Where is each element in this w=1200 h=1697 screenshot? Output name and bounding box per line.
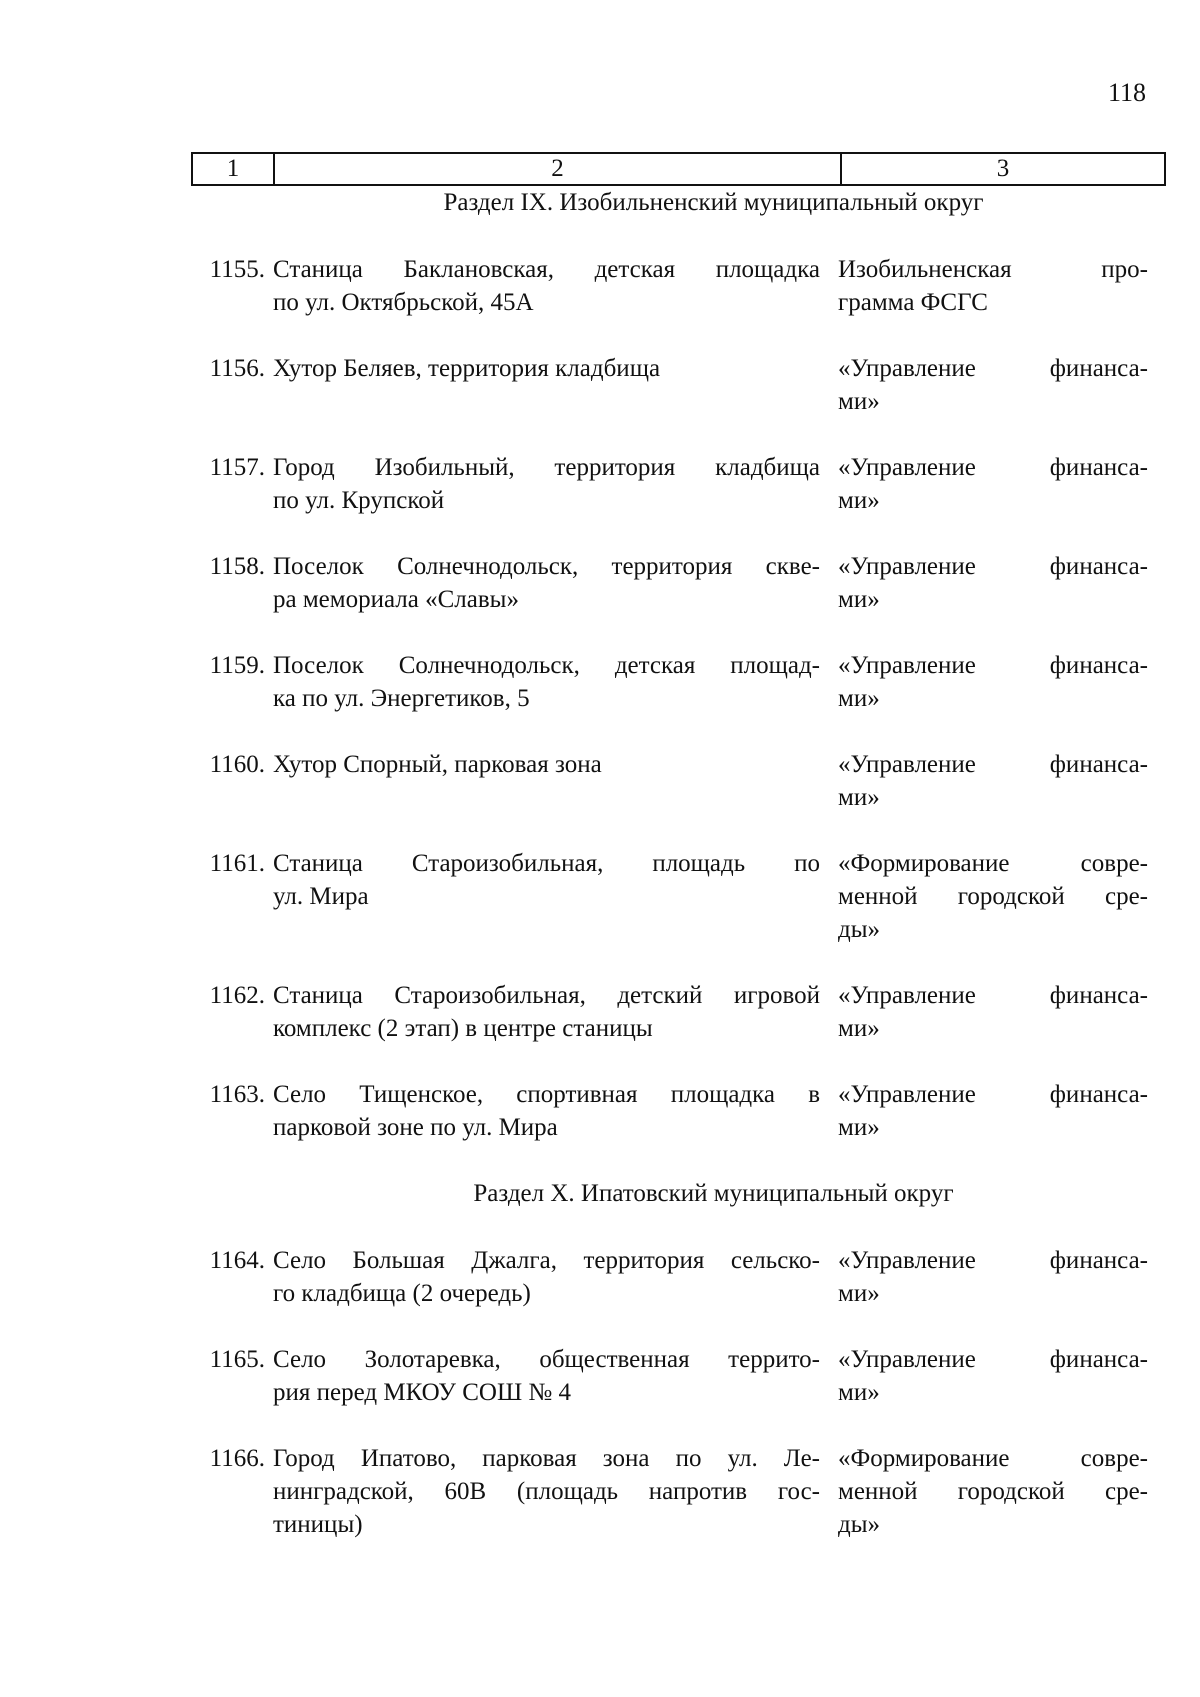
row-number: 1157. xyxy=(209,454,265,481)
section-title: Раздел X. Ипатовский муниципальный округ xyxy=(473,1180,954,1207)
program-line: «Управление финанса- xyxy=(838,553,1148,580)
program-line: «Формирование совре- xyxy=(838,850,1148,877)
table-row xyxy=(191,1442,1166,1541)
table-row xyxy=(191,1244,1166,1310)
program-line: «Управление финанса- xyxy=(838,1247,1148,1274)
row-number: 1162. xyxy=(209,982,265,1009)
program-line: менной городской сре- xyxy=(838,1478,1148,1505)
program-line: Изобильненская про- xyxy=(838,256,1148,283)
table-row xyxy=(191,1343,1166,1409)
description-line: по ул. Крупской xyxy=(273,487,445,514)
row-number: 1164. xyxy=(209,1247,265,1274)
description-line: ра мемориала «Славы» xyxy=(273,586,519,613)
program-line: «Формирование совре- xyxy=(838,1445,1148,1472)
table-row xyxy=(191,649,1166,715)
description-line: Станица Староизобильная, площадь по xyxy=(273,850,820,877)
table-row xyxy=(191,847,1166,946)
row-description xyxy=(273,1442,838,1541)
program-line: «Управление финанса- xyxy=(838,1346,1148,1373)
row-description xyxy=(273,1078,838,1144)
description-line: Хутор Спорный, парковая зона xyxy=(273,751,602,778)
program-line: ми» xyxy=(838,1114,880,1141)
program-line: «Управление финанса- xyxy=(838,355,1148,382)
row-number: 1166. xyxy=(209,1445,265,1472)
program-line: «Управление финанса- xyxy=(838,1081,1148,1108)
section-title: Раздел IX. Изобильненский муниципальный округ xyxy=(443,189,984,216)
description-line: ка по ул. Энергетиков, 5 xyxy=(273,685,530,712)
row-number: 1160. xyxy=(209,751,265,778)
program-line: ми» xyxy=(838,1379,880,1406)
program-line: ды» xyxy=(838,1511,881,1538)
row-description xyxy=(273,253,838,319)
row-description xyxy=(273,550,838,616)
header-col-3: 3 xyxy=(996,155,1010,182)
row-description xyxy=(273,649,838,715)
program-line: ми» xyxy=(838,784,880,811)
program-line: ми» xyxy=(838,685,880,712)
row-program xyxy=(838,1078,1148,1144)
table-row xyxy=(191,253,1166,319)
table-row xyxy=(191,748,1166,814)
page-number: 118 xyxy=(1108,78,1147,107)
row-description xyxy=(273,847,838,913)
program-line: «Управление финанса- xyxy=(838,751,1148,778)
row-description xyxy=(273,1343,838,1409)
description-line: тиницы) xyxy=(273,1511,363,1538)
program-line: ды» xyxy=(838,916,881,943)
table-header xyxy=(191,152,1166,186)
description-line: Город Изобильный, территория кладбища xyxy=(273,454,820,481)
section-rows xyxy=(191,253,1166,1144)
description-line: ул. Мира xyxy=(273,883,369,910)
document-body xyxy=(191,186,1166,1574)
header-col-1: 1 xyxy=(193,154,275,184)
row-number: 1156. xyxy=(209,355,265,382)
table-row xyxy=(191,550,1166,616)
program-line: ми» xyxy=(838,586,880,613)
program-line: ми» xyxy=(838,1015,880,1042)
program-line: «Управление финанса- xyxy=(838,652,1148,679)
program-line: ми» xyxy=(838,388,880,415)
program-line: грамма ФСГС xyxy=(838,289,988,316)
row-number: 1155. xyxy=(209,256,265,283)
row-program xyxy=(838,352,1148,418)
row-description xyxy=(273,1244,838,1310)
description-line: комплекс (2 этап) в центре станицы xyxy=(273,1015,653,1042)
row-program xyxy=(838,979,1148,1045)
program-line: менной городской сре- xyxy=(838,883,1148,910)
description-line: Хутор Беляев, территория кладбища xyxy=(273,355,661,382)
row-program xyxy=(838,649,1148,715)
header-col-2: 2 xyxy=(275,154,842,184)
row-program xyxy=(838,1343,1148,1409)
row-program xyxy=(838,847,1148,946)
description-line: Село Тищенское, спортивная площадка в xyxy=(273,1081,820,1108)
description-line: парковой зоне по ул. Мира xyxy=(273,1114,558,1141)
program-line: ми» xyxy=(838,1280,880,1307)
description-line: Поселок Солнечнодольск, детская площад- xyxy=(273,652,820,679)
row-number: 1161. xyxy=(209,850,265,877)
description-line: Станица Староизобильная, детский игровой xyxy=(273,982,820,1009)
description-line: рия перед МКОУ СОШ № 4 xyxy=(273,1379,572,1406)
section-rows xyxy=(191,1244,1166,1541)
row-description xyxy=(273,979,838,1045)
program-line: «Управление финанса- xyxy=(838,454,1148,481)
row-number: 1163. xyxy=(209,1081,265,1108)
table-row xyxy=(191,1078,1166,1144)
row-program xyxy=(838,253,1148,319)
description-line: Станица Баклановская, детская площадка xyxy=(273,256,820,283)
table-row xyxy=(191,979,1166,1045)
description-line: Поселок Солнечнодольск, территория скве- xyxy=(273,553,820,580)
program-line: ми» xyxy=(838,487,880,514)
program-line: «Управление финанса- xyxy=(838,982,1148,1009)
description-line: го кладбища (2 очередь) xyxy=(273,1280,531,1307)
row-program xyxy=(838,550,1148,616)
row-program xyxy=(838,451,1148,517)
row-number: 1165. xyxy=(209,1346,265,1373)
row-number: 1159. xyxy=(209,652,265,679)
row-description xyxy=(273,748,838,781)
row-program xyxy=(838,1442,1148,1541)
description-line: Село Большая Джалга, территория сельско- xyxy=(273,1247,820,1274)
row-description xyxy=(273,451,838,517)
description-line: нинградской, 60В (площадь напротив гос- xyxy=(273,1478,820,1505)
table-row xyxy=(191,451,1166,517)
row-program xyxy=(838,748,1148,814)
row-program xyxy=(838,1244,1148,1310)
description-line: Город Ипатово, парковая зона по ул. Ле- xyxy=(273,1445,820,1472)
row-description xyxy=(273,352,838,385)
description-line: по ул. Октябрьской, 45А xyxy=(273,289,534,316)
table-row xyxy=(191,352,1166,418)
row-number: 1158. xyxy=(209,553,265,580)
description-line: Село Золотаревка, общественная террито- xyxy=(273,1346,820,1373)
